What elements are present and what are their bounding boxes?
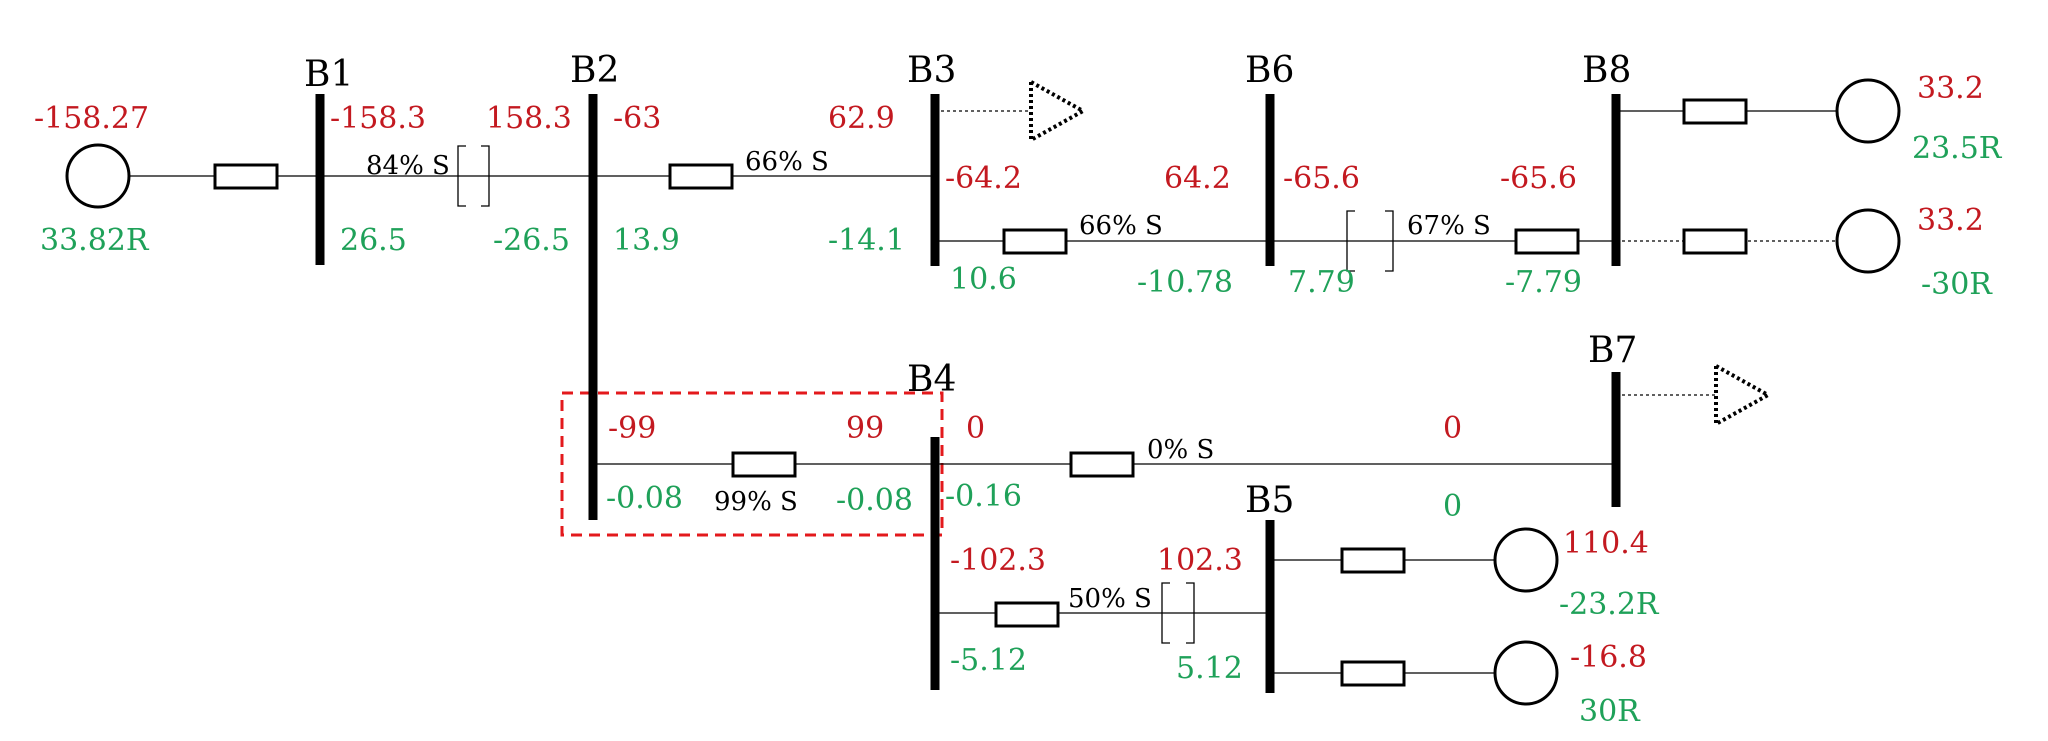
b2-b4-q-from: -0.08 [606, 481, 683, 516]
b3-b6-p-from: -64.2 [945, 161, 1022, 196]
bus-label-b1: B1 [304, 54, 354, 95]
bus-label-b6: B6 [1245, 50, 1295, 91]
gen-b8-bottom-q: -30R [1921, 267, 1992, 302]
b6-b8-p-to: -65.6 [1500, 161, 1577, 196]
breaker-icon-gen-b1 [215, 165, 277, 188]
breaker-icon-b4-b5 [996, 603, 1058, 626]
b6-b8-q-from: 7.79 [1288, 265, 1355, 300]
b2-b3-p-from: -63 [613, 101, 662, 136]
b2-b4-p-to: 99 [846, 411, 885, 446]
bus-label-b4: B4 [907, 359, 957, 400]
bus-label-b2: B2 [570, 50, 620, 91]
b4-b7-q-from: -0.16 [945, 479, 1022, 514]
b2-b4-loading: 99% S [714, 487, 798, 517]
breaker-icon-b8-gen-top [1684, 100, 1746, 123]
generator-icon-b1 [67, 145, 129, 207]
b1-b2-p-to: 158.3 [486, 101, 572, 136]
b6-b8-p-from: -65.6 [1283, 161, 1360, 196]
gen-b8-top-p: 33.2 [1917, 71, 1984, 106]
b4-b5-q-from: -5.12 [950, 643, 1027, 678]
gen-b5-bottom-p: -16.8 [1570, 640, 1647, 675]
b1-b2-loading: 84% S [366, 151, 450, 181]
breaker-icon-b4-b7 [1071, 453, 1133, 476]
b4-b5-p-to: 102.3 [1157, 543, 1243, 578]
b4-b7-q-to: 0 [1443, 489, 1463, 524]
b3-b6-q-to: -10.78 [1137, 265, 1234, 300]
gen-b5-bottom-q: 30R [1579, 694, 1640, 729]
gen-b5-top-p: 110.4 [1563, 526, 1649, 561]
gen-b8-top-q: 23.5R [1912, 131, 2002, 166]
bus-label-b3: B3 [907, 50, 957, 91]
b4-b5-p-from: -102.3 [950, 543, 1047, 578]
b2-b3-q-from: 13.9 [613, 223, 680, 258]
gen-b8-bottom-p: 33.2 [1917, 203, 1984, 238]
generator-icon-b5-top [1495, 529, 1557, 591]
gen-b1-p: -158.27 [34, 101, 150, 136]
load-icon-b7 [1716, 366, 1768, 424]
breaker-icon-b3-b6 [1004, 230, 1066, 253]
b4-b7-p-to: 0 [1443, 411, 1463, 446]
bus-label-b5: B5 [1245, 480, 1295, 521]
b3-b6-p-to: 64.2 [1164, 161, 1231, 196]
load-icon-b3 [1031, 82, 1083, 140]
b2-b4-q-to: -0.08 [836, 483, 913, 518]
breaker-icon-b8-gen-bottom [1684, 230, 1746, 253]
b2-b3-loading: 66% S [745, 147, 829, 177]
gen-b1-q: 33.82R [40, 223, 149, 258]
breaker-icon-b2-b4 [733, 453, 795, 476]
generator-icon-b5-bottom [1495, 642, 1557, 704]
bus-label-b8: B8 [1582, 50, 1632, 91]
b1-b2-q-to: -26.5 [493, 223, 570, 258]
breaker-icon-b6-b8 [1516, 230, 1578, 253]
generator-icon-b8-bottom [1837, 210, 1899, 272]
breaker-icon-b5-gen-top [1342, 549, 1404, 572]
b6-b8-q-to: -7.79 [1505, 265, 1582, 300]
generator-icon-b8-top [1837, 80, 1899, 142]
b1-b2-p-from: -158.3 [330, 101, 427, 136]
b1-b2-q-from: 26.5 [340, 223, 407, 258]
breaker-icon-b5-gen-bottom [1342, 662, 1404, 685]
gen-b5-top-q: -23.2R [1559, 587, 1659, 622]
b4-b7-p-from: 0 [966, 411, 986, 446]
b6-b8-loading: 67% S [1407, 211, 1491, 241]
b3-b6-loading: 66% S [1079, 211, 1163, 241]
breaker-icon-b2-b3 [670, 165, 732, 188]
b4-b7-loading: 0% S [1147, 435, 1215, 465]
b2-b4-p-from: -99 [608, 411, 657, 446]
b4-b5-q-to: 5.12 [1176, 651, 1243, 686]
b2-b3-q-to: -14.1 [828, 223, 905, 258]
b2-b3-p-to: 62.9 [828, 101, 895, 136]
bus-label-b7: B7 [1588, 330, 1638, 371]
b3-b6-q-from: 10.6 [950, 262, 1017, 297]
b4-b5-loading: 50% S [1068, 584, 1152, 614]
